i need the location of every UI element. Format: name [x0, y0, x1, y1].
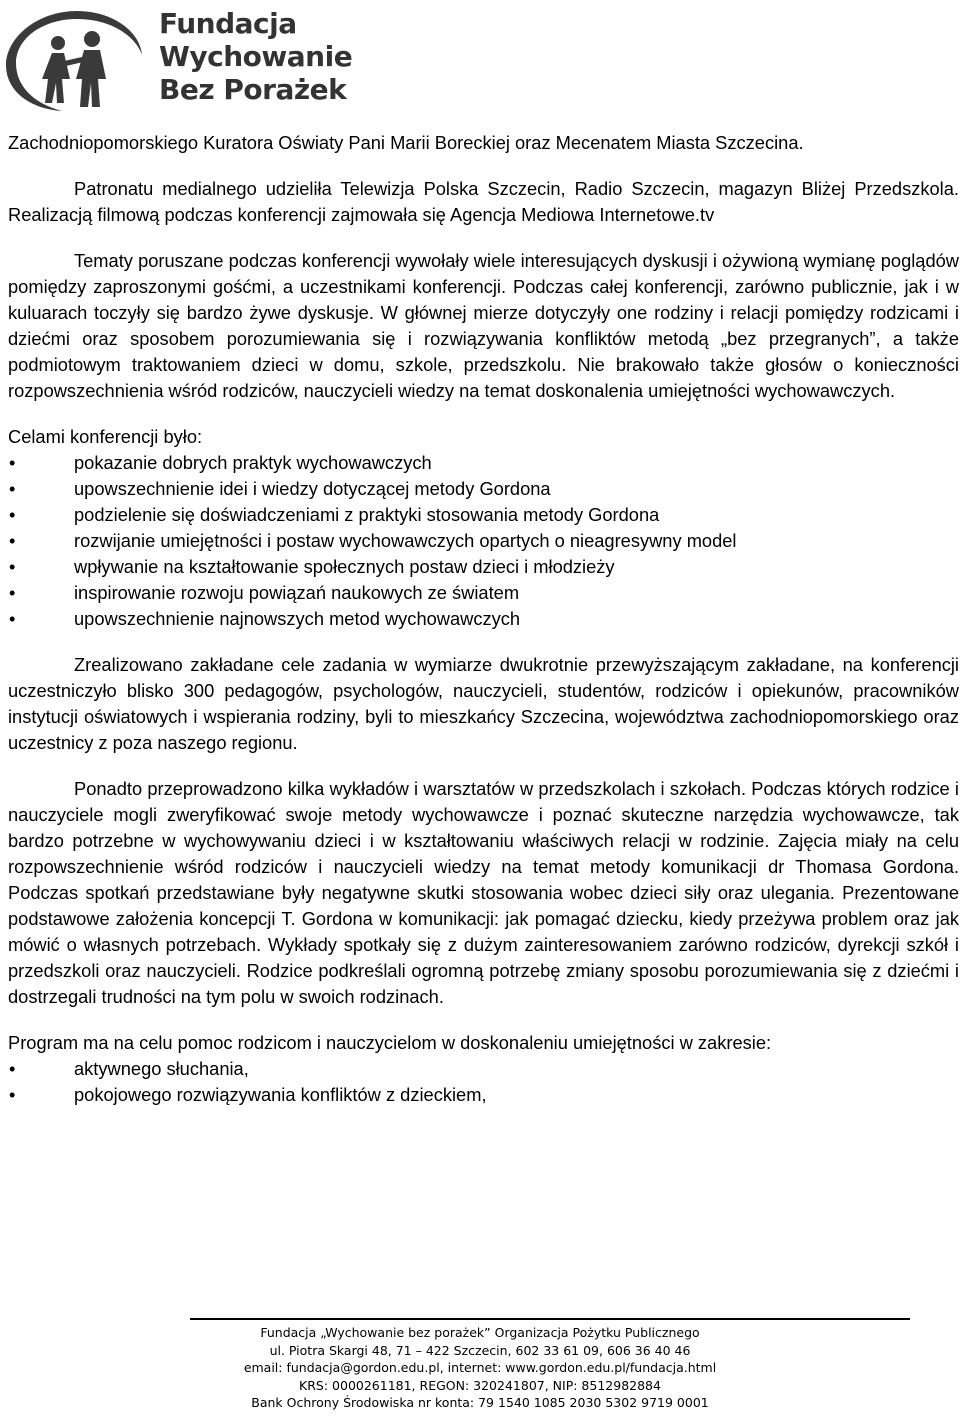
foundation-logo: [2, 3, 353, 113]
paragraph-workshops: Ponadto przeprowadzono kilka wykładów i warsztatów w przedszkolach i szkołach. Podczas których rodzice i nauczyciele mogli zweryfikować swoje metody wychowawcze i poznać skuteczne narzędzia wychowawcze, tak bardzo potrzebne w wychowywaniu dzieci i w kształtowaniu właściwych relacji w rodzinie. Zajęcia miały na celu rozpowszechnienie wśród rodziców i nauczycieli wiedzy na temat metody komunikacji dr Thomasa Gordona. Podczas spotkań przedstawiane były negatywne skutki stosowania wobec dzieci siły oraz ulegania. Prezentowane podstawowe założenia koncepcji T. Gordona w komunikacji: jak pomagać dziecku, kiedy przeżywa problem oraz jak mówić o własnych potrzebach. Wykłady spotkały się z dużym zainteresowaniem zarówno rodziców, dyrekcji szkół i przedszkoli oraz nauczycieli. Rodzice podkreślali ogromną potrzebę zmiany sposobu porozumiewania się z dziećmi i dostrzegali trudności na tym polu w swoich rodzinach.: [8, 778, 959, 1007]
program-list: [8, 1056, 959, 1108]
family-emblem-icon: [2, 3, 152, 113]
logo-line-1: Fundacja: [159, 7, 297, 40]
list-item: • inspirowanie rozwoju powiązań naukowych ze światem: [8, 580, 959, 606]
goals-list: [8, 450, 959, 632]
paragraph-media-patronage: Patronatu medialnego udzieliła Telewizja Polska Szczecin, Radio Szczecin, magazyn Bliżej Przedszkola. Realizacją filmową podczas konferencji zajmowała się Agencja Mediowa Internetowe.tv: [8, 178, 959, 225]
logo-line-3: Bez Porażek: [159, 73, 347, 106]
paragraph-sponsors: Zachodniopomorskiego Kuratora Oświaty Pani Marii Boreckiej oraz Mecenatem Miasta Szczecina.: [8, 132, 804, 153]
footer-contact: email: fundacja@gordon.edu.pl, internet: www.gordon.edu.pl/fundacja.html: [243, 1360, 717, 1375]
footer-org-name: Fundacja „Wychowanie bez porażek” Organizacja Pożytku Publicznego: [260, 1325, 700, 1340]
list-item: • upowszechnienie idei i wiedzy dotyczącej metody Gordona: [8, 476, 959, 502]
list-item: • aktywnego słuchania,: [8, 1056, 959, 1082]
footer-address: ul. Piotra Skargi 48, 71 – 422 Szczecin, 602 33 61 09, 606 36 40 46: [269, 1342, 691, 1358]
footer-registry: KRS: 0000261181, REGON: 320241807, NIP: 8512982884: [299, 1377, 661, 1393]
list-item: • upowszechnienie najnowszych metod wychowawczych: [8, 606, 959, 632]
list-item: • podzielenie się doświadczeniami z praktyki stosowania metody Gordona: [8, 502, 959, 528]
paragraph-topics: Tematy poruszane podczas konferencji wywołały wiele interesujących dyskusji i ożywioną wymianę poglądów pomiędzy zaproszonymi gośćmi, a uczestnikami konferencji. Podczas całej konferencji, zarówno publicznie, jak i w kuluarach toczyły się bardzo żywe dyskusje. W głównej mierze dotyczyły one rodziny i relacji pomiędzy rodzicami i dziećmi oraz sposobem porozumiewania się i rozwiązywania konfliktów metodą „bez przegranych”, a także podmiotowym traktowaniem dzieci w domu, szkole, przedszkolu. Nie brakowało także głosów o konieczności rozpowszechnienia wśród rodziców, nauczycieli wiedzy na temat doskonalenia umiejętności wychowawczych.: [8, 250, 959, 401]
list-item: • pokazanie dobrych praktyk wychowawczych: [8, 450, 959, 476]
footer: [0, 1324, 960, 1412]
list-item: • pokojowego rozwiązywania konfliktów z dzieckiem,: [8, 1082, 959, 1108]
document-body: [8, 130, 959, 1108]
list-item: • wpływanie na kształtowanie społecznych postaw dzieci i młodzieży: [8, 554, 959, 580]
footer-bank-account: Bank Ochrony Środowiska nr konta: 79 1540 1085 2030 5302 9719 0001: [251, 1395, 709, 1410]
paragraph-results: Zrealizowano zakładane cele zadania w wymiarze dwukrotnie przewyższającym zakładane, na konferencji uczestniczyło blisko 300 pedagogów, psychologów, nauczycieli, studentów, rodziców i opiekunów, pracowników instytucji oświatowych i wspierania rodziny, byli to mieszkańcy Szczecina, województwa zachodniopomorskiego oraz uczestnicy z poza naszego regionu.: [8, 654, 959, 753]
logo-wordmark: [159, 7, 352, 106]
list-item: • rozwijanie umiejętności i postaw wychowawczych opartych o nieagresywny model: [8, 528, 959, 554]
goals-intro: Celami konferencji było:: [8, 426, 203, 447]
footer-divider: [190, 1318, 910, 1320]
logo-line-2: Wychowanie: [159, 40, 353, 73]
program-intro: Program ma na celu pomoc rodzicom i nauczycielom w doskonaleniu umiejętności w zakresie:: [8, 1032, 772, 1053]
